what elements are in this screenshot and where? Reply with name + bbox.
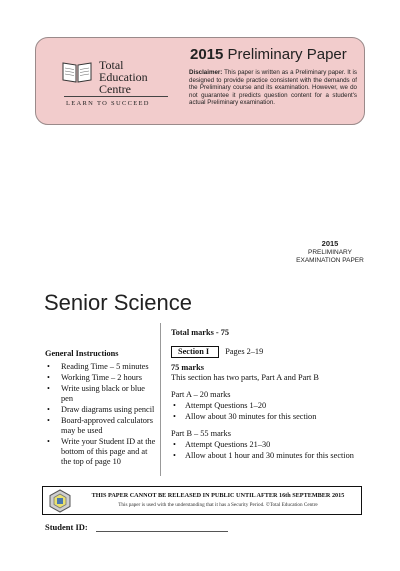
total-marks: Total marks - 75: [171, 328, 230, 337]
section-label: Section I: [171, 346, 219, 358]
instruction-item: • Write your Student ID at the bottom of this page and at the top of page 10: [45, 437, 157, 468]
logo-line-total: Total: [99, 58, 124, 72]
paper-title: [190, 46, 347, 63]
student-id-label: Student ID:: [45, 522, 88, 532]
student-id-field[interactable]: [96, 531, 228, 532]
logo-tagline: LEARN TO SUCCEED: [66, 100, 150, 107]
logo-divider: [64, 96, 168, 97]
logo-line-education: Education: [99, 70, 148, 84]
release-notice-subtext: This paper is used with the understanding that it has a Security Period. ©Total Education Centre: [118, 502, 318, 508]
section-row: [171, 346, 371, 358]
paper-title-text: Preliminary Paper: [227, 46, 347, 63]
logo-wordmark: [99, 59, 148, 95]
part-a-list: [171, 401, 371, 422]
disclaimer: [189, 69, 357, 107]
instructions-list: [45, 362, 157, 467]
disclaimer-label: Disclaimer:: [189, 69, 223, 76]
part-b-item: • Attempt Questions 21–30: [171, 440, 371, 450]
part-b-title: Part B – 55 marks: [171, 429, 231, 438]
section-description: This section has two parts, Part A and Part B: [171, 373, 319, 382]
exam-label-block: [288, 240, 372, 266]
security-seal-icon: [48, 489, 72, 513]
exam-line-examination-paper: EXAMINATION PAPER: [296, 257, 364, 264]
release-notice: [42, 486, 362, 515]
tec-logo: [56, 50, 196, 116]
exam-line-preliminary: PRELIMINARY: [308, 248, 352, 256]
part-a-item: • Allow about 30 minutes for this section: [171, 412, 371, 422]
instruction-item: • Draw diagrams using pencil: [45, 405, 157, 415]
column-divider: [160, 323, 161, 476]
section-marks: 75 marks: [171, 363, 204, 372]
general-instructions: [45, 349, 157, 468]
marks-summary: [171, 328, 371, 461]
instruction-item: • Board-approved calculators may be used: [45, 416, 157, 437]
paper-title-year: 2015: [190, 46, 224, 63]
part-b-list: [171, 440, 371, 461]
instruction-item: • Reading Time – 5 minutes: [45, 362, 157, 372]
disclaimer-text: This paper is written as a Preliminary paper. It is designed to provide practice consistent with the demands of the Preliminary course and its examination. However, we do not guarantee it predicts question content for a student's actual Preliminary examination.: [189, 69, 357, 107]
part-b-item: • Allow about 1 hour and 30 minutes for this section: [171, 451, 371, 461]
instruction-item: • Write using black or blue pen: [45, 384, 157, 405]
section-pages: Pages 2–19: [225, 347, 264, 356]
exam-year: 2015: [321, 239, 339, 248]
header-banner: [35, 37, 365, 125]
subject-title: Senior Science: [44, 290, 192, 315]
instruction-item: • Working Time – 2 hours: [45, 373, 157, 383]
instructions-heading: General Instructions: [45, 349, 119, 358]
part-a-title: Part A – 20 marks: [171, 390, 231, 399]
release-notice-headline: THIS PAPER CANNOT BE RELEASED IN PUBLIC UNTIL AFTER 16th SEPTEMBER 2015: [91, 492, 345, 499]
logo-line-centre: Centre: [99, 82, 131, 96]
part-a-item: • Attempt Questions 1–20: [171, 401, 371, 411]
open-book-icon: [62, 60, 92, 84]
